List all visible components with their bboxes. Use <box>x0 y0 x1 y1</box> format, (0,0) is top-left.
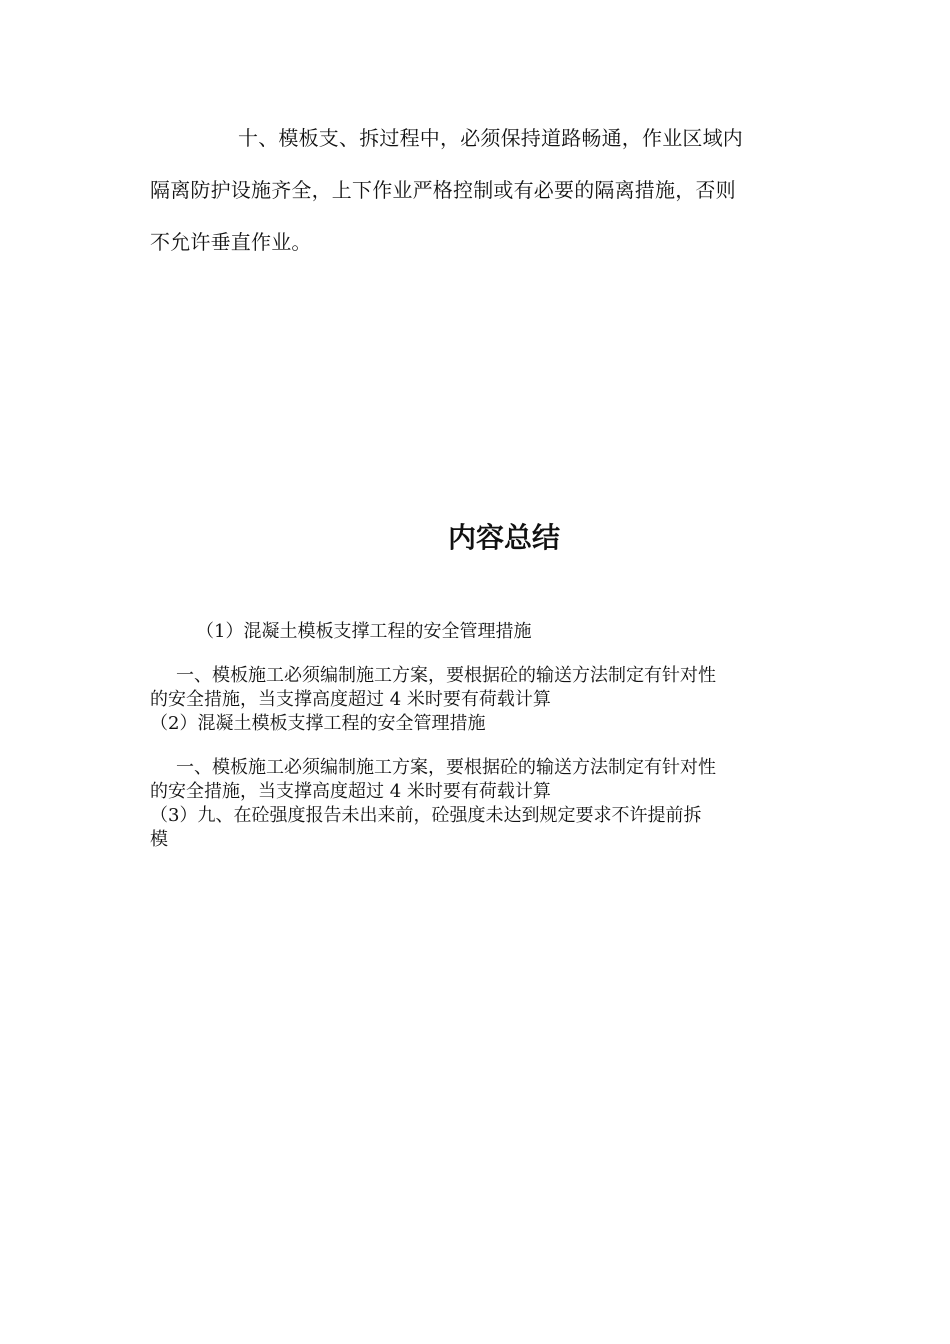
summary-item-heading: （1）混凝土模板支撑工程的安全管理措施 <box>196 621 532 642</box>
summary-content <box>150 620 810 852</box>
summary-item-line: 一、模板施工必须编制施工方案，要根据砼的输送方法制定有针对性 <box>176 757 716 778</box>
summary-item-line: 的安全措施，当支撑高度超过 4 米时要有荷载计算 <box>150 689 551 710</box>
summary-item-line: 模 <box>150 829 168 850</box>
intro-line: 不允许垂直作业。 <box>150 230 312 254</box>
summary-item-heading: （3）九、在砼强度报告未出来前，砼强度未达到规定要求不许提前拆 <box>150 805 702 826</box>
summary-item-line: 一、模板施工必须编制施工方案，要根据砼的输送方法制定有针对性 <box>176 665 716 686</box>
intro-paragraph <box>150 112 800 268</box>
summary-title: 内容总结 <box>447 521 560 554</box>
intro-line: 十、模板支、拆过程中，必须保持道路畅通，作业区域内 <box>238 126 743 150</box>
summary-item-heading: （2）混凝土模板支撑工程的安全管理措施 <box>150 713 486 734</box>
intro-line: 隔离防护设施齐全，上下作业严格控制或有必要的隔离措施，否则 <box>150 178 736 202</box>
summary-item-line: 的安全措施，当支撑高度超过 4 米时要有荷载计算 <box>150 781 551 802</box>
